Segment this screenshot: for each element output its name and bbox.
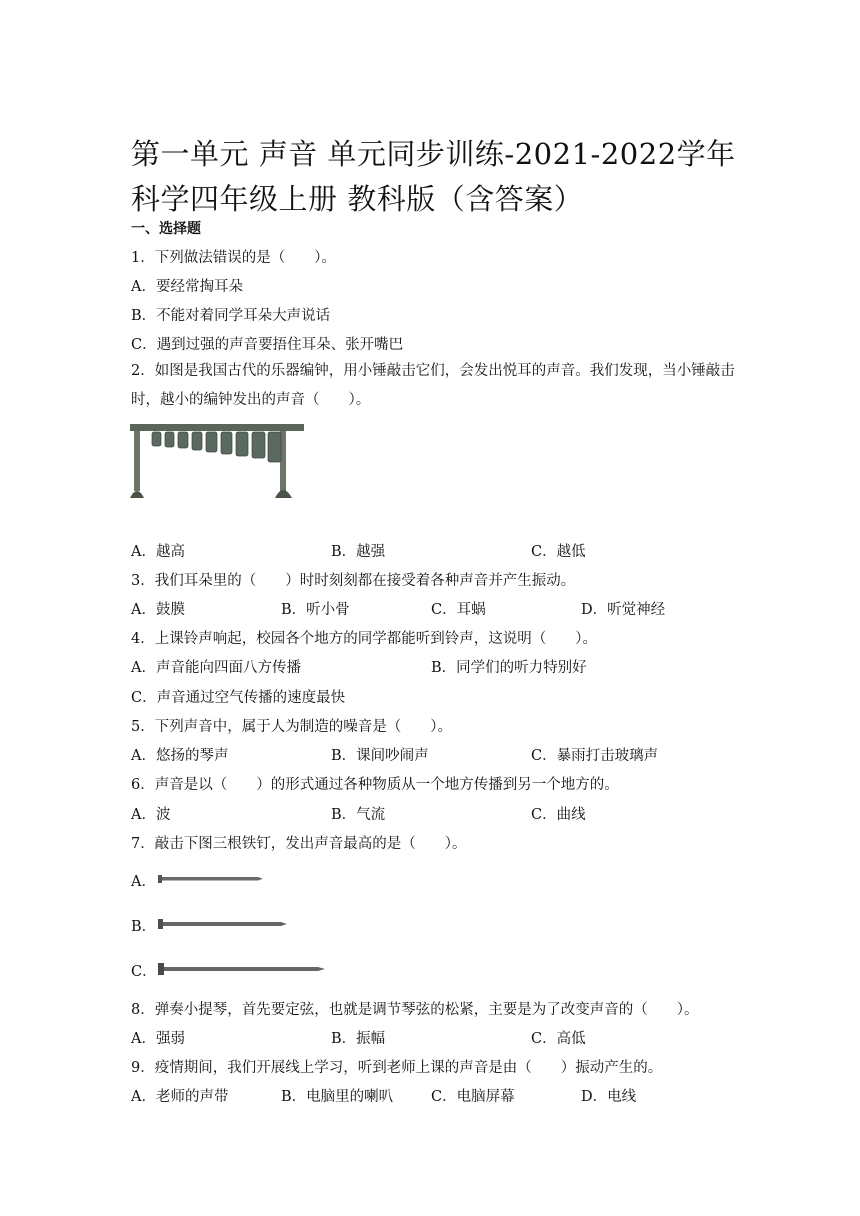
question-5-stem: 5．下列声音中，属于人为制造的噪音是（ ）。	[131, 719, 452, 735]
question-8-option-a[interactable]: A．强弱	[131, 1031, 185, 1047]
question-4-option-b[interactable]: B．同学们的听力特别好	[431, 660, 587, 676]
nail-c-image	[158, 962, 326, 976]
question-2-option-c[interactable]: C．越低	[531, 544, 586, 560]
nail-b-image	[158, 918, 288, 930]
bianzhong-bells-image	[130, 418, 305, 504]
question-1-option-c[interactable]: C．遇到过强的声音要捂住耳朵、张开嘴巴	[131, 337, 404, 353]
question-4-option-c[interactable]: C．声音通过空气传播的速度最快	[131, 690, 346, 706]
question-8-option-b[interactable]: B．振幅	[331, 1031, 386, 1047]
question-6-option-b[interactable]: B．气流	[331, 807, 386, 823]
question-9-option-a[interactable]: A．老师的声带	[131, 1089, 229, 1105]
question-1-stem: 1．下列做法错误的是（ ）。	[131, 250, 336, 266]
question-8-option-c[interactable]: C．高低	[531, 1031, 586, 1047]
question-9-stem: 9．疫情期间，我们开展线上学习，听到老师上课的声音是由（ ）振动产生的。	[131, 1060, 663, 1076]
question-2-option-a[interactable]: A．越高	[131, 544, 185, 560]
question-5-option-b[interactable]: B．课间吵闹声	[331, 748, 429, 764]
question-3-option-c[interactable]: C．耳蜗	[431, 602, 486, 618]
nail-a-image	[158, 874, 264, 884]
question-3-option-b[interactable]: B．听小骨	[281, 602, 350, 618]
question-7-option-c[interactable]: C．	[131, 964, 157, 980]
question-5-option-c[interactable]: C．暴雨打击玻璃声	[531, 748, 659, 764]
question-2-option-b[interactable]: B．越强	[331, 544, 386, 560]
question-4-stem: 4．上课铃声响起，校园各个地方的同学都能听到铃声，这说明（ ）。	[131, 631, 597, 647]
question-5-option-a[interactable]: A．悠扬的琴声	[131, 748, 229, 764]
question-9-option-d[interactable]: D．电线	[581, 1089, 637, 1105]
question-4-option-a[interactable]: A．声音能向四面八方传播	[131, 660, 301, 676]
question-1-option-b[interactable]: B．不能对着同学耳朵大声说话	[131, 308, 331, 324]
question-6-stem: 6．声音是以（ ）的形式通过各种物质从一个地方传播到另一个地方的。	[131, 777, 619, 793]
question-3-option-d[interactable]: D．听觉神经	[581, 602, 666, 618]
question-6-option-a[interactable]: A．波	[131, 807, 171, 823]
question-6-option-c[interactable]: C．曲线	[531, 807, 586, 823]
question-7-stem: 7．敲击下图三根铁钉，发出声音最高的是（ ）。	[131, 836, 467, 852]
question-2-stem: 2．如图是我国古代的乐器编钟，用小锤敲击它们，会发出悦耳的声音。我们发现，当小锤敲击时，越小的编钟发出的声音（ ）。	[131, 363, 735, 408]
question-3-option-a[interactable]: A．鼓膜	[131, 602, 185, 618]
question-7-option-a[interactable]: A．	[131, 874, 156, 890]
question-7-option-b[interactable]: B．	[131, 919, 157, 935]
question-9-option-c[interactable]: C．电脑屏幕	[431, 1089, 515, 1105]
section-heading: 一、选择题	[131, 221, 201, 237]
question-1-option-a[interactable]: A．要经常掏耳朵	[131, 279, 243, 295]
question-9-option-b[interactable]: B．电脑里的喇叭	[281, 1089, 394, 1105]
question-3-stem: 3．我们耳朵里的（ ）时时刻刻都在接受着各种声音并产生振动。	[131, 573, 576, 589]
question-8-stem: 8．弹奏小提琴，首先要定弦，也就是调节琴弦的松紧，主要是为了改变声音的（ ）。	[131, 1002, 699, 1018]
page-title: 第一单元 声音 单元同步训练-2021-2022学年科学四年级上册 教科版（含答案）	[131, 137, 736, 216]
